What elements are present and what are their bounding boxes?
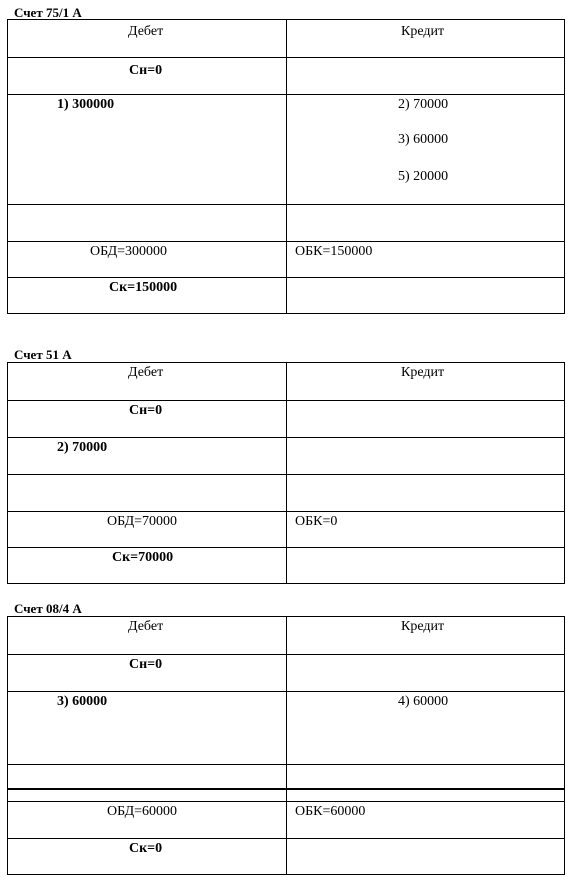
opening-balance: Сн=0 [129, 657, 163, 672]
credit-entry: 3) 60000 [398, 132, 449, 147]
column-divider [286, 363, 287, 583]
account-title: Счет 08/4 А [14, 601, 82, 616]
t-account-table [7, 19, 565, 314]
column-divider [286, 20, 287, 313]
credit-header: Кредит [401, 24, 445, 39]
closing-balance: Ск=70000 [112, 550, 174, 565]
credit-header: Кредит [401, 365, 445, 380]
debit-header: Дебет [128, 24, 164, 39]
column-divider [286, 617, 287, 874]
debit-header: Дебет [128, 619, 164, 634]
debit-entry: 2) 70000 [57, 440, 108, 455]
turnover-debit: ОБД=60000 [107, 804, 178, 819]
debit-entry: 3) 60000 [57, 694, 108, 709]
opening-balance: Сн=0 [129, 403, 163, 418]
turnover-credit: ОБК=0 [295, 514, 338, 529]
closing-balance: Ск=150000 [109, 280, 178, 295]
credit-entry: 4) 60000 [398, 694, 449, 709]
debit-header: Дебет [128, 365, 164, 380]
turnover-debit: ОБД=70000 [107, 514, 178, 529]
account-title: Счет 51 А [14, 347, 72, 362]
turnover-debit: ОБД=300000 [90, 244, 168, 259]
account-title: Счет 75/1 А [14, 5, 82, 20]
t-account-table [7, 616, 565, 875]
turnover-credit: ОБК=150000 [295, 244, 373, 259]
turnover-credit: ОБК=60000 [295, 804, 366, 819]
debit-entry: 1) 300000 [57, 97, 115, 112]
credit-header: Кредит [401, 619, 445, 634]
closing-balance: Ск=0 [129, 841, 163, 856]
credit-entry: 2) 70000 [398, 97, 449, 112]
opening-balance: Сн=0 [129, 63, 163, 78]
t-account-table [7, 362, 565, 584]
credit-entry: 5) 20000 [398, 169, 449, 184]
